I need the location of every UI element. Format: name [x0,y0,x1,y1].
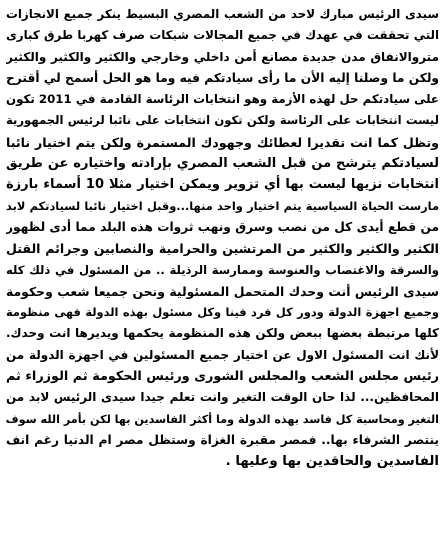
article-line-17: لأنك انت المسئول الاول عن اختيار جميع المسئولين في اجهزة الدولة من [6,347,439,362]
article-line-4: ولكن ما وصلنا إليه الأن ما رأى سيادتكم فيه وما هو الحل أسمح لي أقترح [6,70,439,85]
article-line-9: انتخابات نزيها ليست بها أي تزوير ويمكن اختيار مثلا 10 أسماء بارزة [6,177,439,193]
article-line-8: لسيادتكم يترشح من قبل الشعب المصري بإرادته واختياره عن طريق [6,156,439,172]
article-line-5: على سيادتكم حل لهذه الأزمة وهو انتخابات الرئاسة القادمة في 2011 تكون [6,92,439,107]
article-line-22: الفاسدين والحاقدين بها وعليها . [225,454,439,470]
article-line-7: وتظل كما انت تقديرا لعطائك وجهودك المستمرة ولكن يتم اختيار نائبا [6,134,439,150]
article-line-1: سيدى الرئيس مبارك لاحد من الشعب المصري البسيط ينكر جميع الانجازات [6,7,439,21]
article-line-19: المحافظين... لذا حان الوقت التغير وانت تعلم جيدا سيدى الرئيس لابد من [6,390,439,405]
article-line-13: والسرقة والاغتصاب والعنوسة وممارسة الرذيلة .. من المسئول في ذلك كله [6,262,439,277]
article-line-14: سيدى الرئيس أنت وحدك المتحمل المسئولية ونحن جميعا شعب وحكومة [6,283,439,299]
article-line-10: مارست الحياة السياسية يتم اختيار واحد منها...وقبل اختيار نائبا لسيادتكم لابد [6,198,439,213]
article-line-18: رئيس مجلس الشعب والمجلس الشورى ورئيس الحكومة ثم الوزراء ثم [6,369,439,385]
article-line-16: كلها مرتبطة بعضها ببعض ولكن هذه المنظومة يحكمها ويديرها انت وحدك. [6,326,439,341]
article-line-21: ينتصر الشرفاء بها.. فمصر مقبرة الغزاة وستظل مصر ام الدنيا رغم انف [6,432,439,447]
article-line-20: التغير ومحاسبة كل فاسد بهذه الدولة وما أكثر الفاسدين بها لكن بأمر الله سوف [6,412,439,426]
article-line-3: متروالانفاق مدن جديدة مصانع أمن داخلي وخارجي والكثير والكثير والكثير [6,49,439,64]
article-line-12: الكثير والكثير والكثير من المرتشين والحرامية والنصابين وجرائم القتل [6,241,439,257]
article-line-11: من قطع أيدى كل من نصب وسرق ونهب ثروات هذه البلد مما أدى لظهور [6,219,439,234]
article-line-15: وجميع اجهزة الدولة ودور كل فرد فينا وكل مسئول بهذه الدولة فهى منظومة [6,305,439,320]
article-line-2: التي تحققت في عهدك في جميع المجالات شبكات صرف كهربا طرق كبارى [6,28,439,43]
article-line-6: ليست انتخابات على الرئاسة ولكن تكون انتخابات على نائبا لرئيس الجمهورية [6,113,439,128]
